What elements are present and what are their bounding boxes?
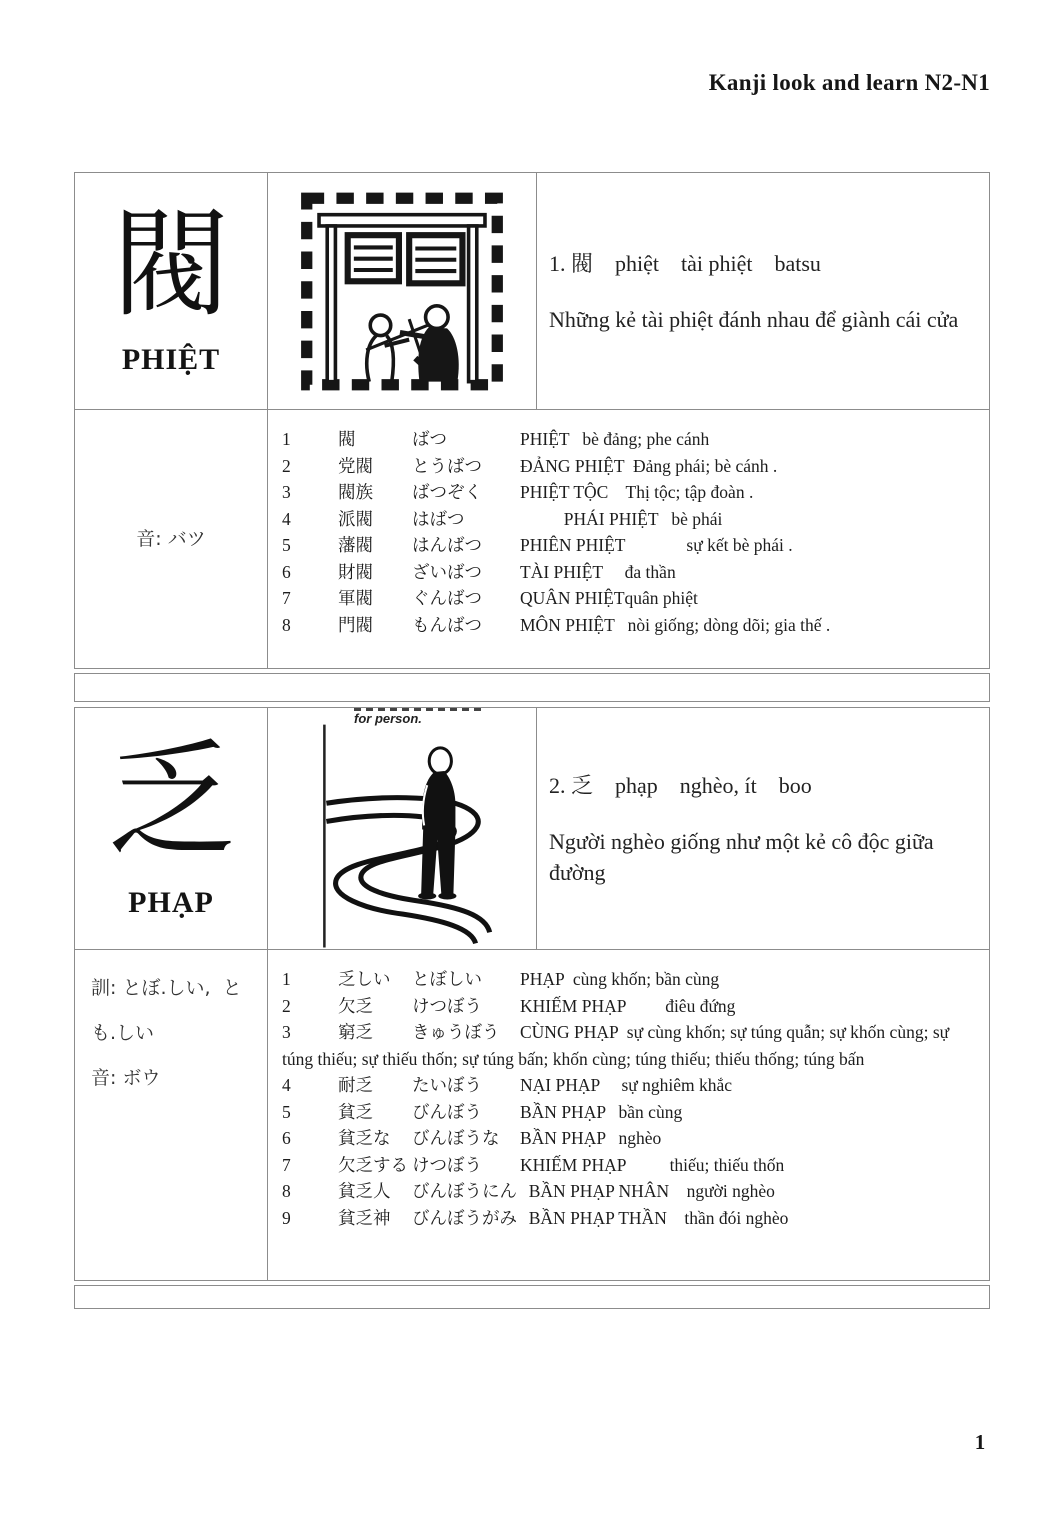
vocab-viet: PHIỆT bè đảng; phe cánh: [520, 429, 710, 449]
vocab-word: 閥族: [338, 482, 373, 502]
vocab-row: [282, 1152, 977, 1179]
vocab-viet: CÙNG PHẠP sự cùng khốn; sự túng quẫn; sự khốn cùng; sự túng thiếu; sự thiếu thốn; sự túng bấn; khốn cùng; túng thiếu; thiếu thống; túng bấn: [282, 1022, 954, 1069]
kanji-character: 乏: [106, 726, 235, 876]
vocab-kana: はばつ: [412, 508, 465, 529]
vocab-word: 乏しい: [338, 969, 391, 989]
vocab-viet: TÀI PHIỆT đa thần: [520, 561, 676, 582]
vocab-number: 3: [282, 482, 291, 502]
entry-title: 1. 閥 phiệt tài phiệt batsu: [549, 250, 821, 276]
vocab-word: 貧乏神: [338, 1207, 391, 1228]
reading-cell: [75, 950, 268, 1280]
vocab-kana: ぐんばつ: [412, 588, 482, 608]
vocab-viet: NẠI PHẠP sự nghiêm khắc: [520, 1075, 733, 1095]
gate-duel-illustration: [293, 186, 511, 396]
vocab-number: 2: [282, 995, 291, 1016]
vocab-word: 貧乏人: [338, 1181, 391, 1201]
vocab-word: 耐乏: [338, 1075, 373, 1095]
spacer-band: [74, 673, 990, 702]
vocab-kana: びんぼうがみ: [412, 1207, 517, 1228]
vocab-number: 5: [282, 1101, 291, 1122]
meaning-cell: [537, 708, 989, 950]
vocab-list: [268, 950, 989, 1280]
kanji-cell: [75, 173, 268, 410]
reading-line: も.しい: [91, 1022, 155, 1044]
vocab-list: [268, 410, 989, 668]
meaning-cell: [537, 173, 989, 410]
vocab-viet: PHẠP cùng khốn; bần cùng: [520, 969, 720, 989]
vocab-kana: ばつ: [412, 429, 447, 449]
hanviet-label: PHẠP: [128, 885, 214, 919]
entry-mnemonic: Người nghèo giống như một kẻ cô độc giữa đường: [549, 828, 934, 885]
vocab-kana: はんばつ: [412, 535, 482, 555]
vocab-viet: QUÂN PHIỆTquân phiệt: [520, 588, 698, 608]
vocab-number: 8: [282, 1181, 291, 1201]
book-title: Kanji look and learn N2-N1: [708, 70, 990, 95]
vocab-number: 7: [282, 588, 291, 608]
vocab-number: 4: [282, 1075, 291, 1095]
vocab-kana: きゅうぼう: [412, 1022, 500, 1042]
vocab-word: 窮乏: [338, 1022, 373, 1042]
vocab-word: 党閥: [338, 455, 373, 476]
vocab-viet: KHIẾM PHẠP thiếu; thiếu thốn: [520, 1154, 785, 1175]
vocab-row: [282, 966, 977, 993]
reading-line: 訓: とぼ.しい, と: [91, 977, 242, 999]
vocab-number: 7: [282, 1154, 291, 1175]
lonely-person-road-illustration: [276, 710, 528, 948]
vocab-kana: とうばつ: [412, 455, 482, 476]
vocab-number: 8: [282, 614, 291, 635]
vocab-kana: びんぼうな: [412, 1128, 500, 1148]
illustration-caption: for person.: [354, 711, 422, 726]
kanji-entry-table-1: [74, 172, 990, 669]
vocab-word: 財閥: [338, 561, 373, 582]
vocab-number: 9: [282, 1207, 291, 1228]
kanji-entry-table-2: [74, 707, 990, 1281]
vocab-viet: PHÁI PHIỆT bè phái: [520, 508, 723, 529]
vocab-kana: ざいばつ: [412, 561, 482, 582]
vocab-viet: MÔN PHIỆT nòi giống; dòng dõi; gia thế .: [520, 614, 831, 635]
vocab-viet: KHIẾM PHẠP điêu đứng: [520, 995, 736, 1016]
vocab-viet: BẦN PHẠP THẦN thần đói nghèo: [520, 1207, 789, 1228]
vocab-word: 貧乏な: [338, 1128, 391, 1148]
vocab-number: 6: [282, 1128, 291, 1148]
vocab-row: [282, 1099, 977, 1126]
hanviet-label: PHIỆT: [121, 343, 221, 376]
vocab-viet: BẦN PHẠP NHÂN người nghèo: [520, 1181, 775, 1201]
vocab-row: [282, 585, 977, 612]
vocab-word: 欠乏する: [338, 1154, 408, 1175]
vocab-kana: たいぼう: [412, 1075, 482, 1095]
vocab-row: [282, 453, 977, 480]
vocab-viet: ĐẢNG PHIỆT Đảng phái; bè cánh .: [520, 455, 778, 476]
kanji-cell: [75, 708, 268, 950]
vocab-word: 派閥: [338, 508, 373, 529]
vocab-kana: けつぼう: [412, 995, 482, 1016]
illustration-cell: [268, 173, 537, 410]
vocab-row: [282, 1125, 977, 1152]
vocab-viet: BẦN PHẠP bần cùng: [520, 1101, 683, 1122]
vocab-row: [282, 426, 977, 453]
vocab-number: 5: [282, 535, 291, 555]
vocab-word: 軍閥: [338, 588, 373, 608]
vocab-word: 門閥: [338, 614, 373, 635]
vocab-row: [282, 479, 977, 506]
vocab-row: [282, 1019, 977, 1072]
vocab-row: [282, 1072, 977, 1099]
vocab-word: 閥: [338, 429, 356, 449]
vocab-kana: とぼしい: [412, 969, 482, 989]
vocab-row: [282, 1178, 977, 1205]
vocab-number: 1: [282, 429, 291, 449]
vocab-row: [282, 506, 977, 533]
vocab-row: [282, 559, 977, 586]
vocab-row: [282, 993, 977, 1020]
kanji-character: 閥: [111, 195, 230, 333]
vocab-kana: ばつぞく: [412, 482, 482, 502]
entry-mnemonic: Những kẻ tài phiệt đánh nhau để giành cái cửa: [549, 306, 959, 332]
vocab-number: 4: [282, 508, 291, 529]
reading-cell: [75, 410, 268, 668]
vocab-viet: PHIÊN PHIỆT sự kết bè phái .: [520, 535, 793, 555]
vocab-viet: BẦN PHẠP nghèo: [520, 1128, 662, 1148]
vocab-row: [282, 612, 977, 639]
vocab-kana: びんぼうにん: [412, 1181, 517, 1201]
vocab-kana: もんばつ: [412, 614, 482, 635]
reading-line: 音: バツ: [136, 527, 206, 550]
vocab-kana: けつぼう: [412, 1154, 482, 1175]
spacer-band: [74, 1285, 990, 1309]
vocab-word: 貧乏: [338, 1101, 373, 1122]
vocab-number: 1: [282, 969, 291, 989]
illustration-cell: [268, 708, 537, 950]
vocab-viet: PHIỆT TỘC Thị tộc; tập đoàn .: [520, 482, 754, 502]
vocab-number: 2: [282, 455, 291, 476]
vocab-row: [282, 532, 977, 559]
vocab-row: [282, 1205, 977, 1232]
vocab-word: 藩閥: [338, 535, 373, 555]
vocab-word: 欠乏: [338, 995, 373, 1016]
page-number: 1: [974, 1430, 986, 1454]
vocab-number: 6: [282, 561, 291, 582]
entry-title: 2. 乏 phạp nghèo, ít boo: [549, 772, 812, 798]
vocab-number: 3: [282, 1022, 291, 1042]
reading-line: 音: ボウ: [91, 1067, 161, 1089]
vocab-kana: びんぼう: [412, 1101, 482, 1122]
